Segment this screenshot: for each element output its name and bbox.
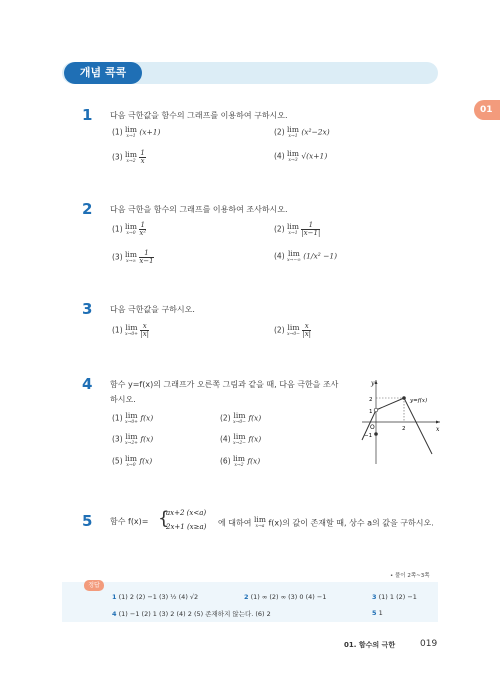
y-axis-arrow [375, 380, 378, 384]
lim-symbol: lim [125, 432, 138, 441]
item-label: (5) [112, 456, 123, 466]
item-label: (2) [220, 413, 231, 423]
lim-symbol: lim [233, 432, 246, 441]
lim-symbol: lim [125, 411, 138, 420]
section-tag: 개념 콕콕 [64, 62, 142, 84]
q5-brace: { [158, 508, 170, 529]
fraction-denominator: x² [139, 229, 147, 237]
q2-item-4 [274, 250, 337, 263]
question-number-1: 1 [82, 106, 93, 124]
lim-symbol: lim [125, 222, 137, 231]
expression: f(x) [247, 456, 261, 466]
lim-symbol: lim [287, 222, 299, 231]
question-number-4: 4 [82, 375, 93, 393]
question-1-text: 다음 극한값을 함수의 그래프를 이용하여 구하시오. [110, 111, 288, 120]
item-label: (4) [274, 251, 285, 261]
fraction-numerator: 1 [301, 222, 320, 230]
q4-item-4 [220, 433, 261, 446]
answer-4 [112, 609, 271, 618]
lim-symbol: lim [125, 250, 137, 259]
fraction-denominator: x [140, 157, 145, 165]
lim-symbol: lim [233, 454, 245, 463]
y-tick-neg1: −1 [364, 433, 373, 439]
lim-symbol: lim [287, 323, 300, 332]
answer-1 [112, 593, 198, 601]
q5-rest [218, 516, 434, 530]
open-point [374, 408, 378, 412]
answer-number: 1 [112, 593, 117, 601]
item-label: (1) [112, 325, 123, 335]
y-axis-label: y [371, 380, 375, 387]
q1-item-3 [112, 150, 146, 165]
question-number-5: 5 [82, 512, 93, 530]
q5-middle-text: 에 대하여 [218, 518, 252, 528]
q1-item-4 [274, 150, 327, 163]
expression: f(x) [248, 413, 262, 423]
item-label: (3) [112, 434, 123, 444]
lim-symbol: lim [287, 149, 299, 158]
chapter-side-tab: 01 [474, 100, 500, 120]
lim-symbol: lim [254, 515, 266, 524]
graph-right-branch [404, 398, 432, 454]
graph-middle-branch [376, 398, 404, 410]
item-label: (1) [112, 127, 123, 137]
solution-page-note: • 풀이 2쪽~3쪽 [390, 573, 430, 579]
lim-subscript: x→0+ [125, 419, 138, 425]
lim-subscript: x→3 [288, 157, 298, 163]
expression: f(x) [140, 413, 154, 423]
item-label: (3) [112, 152, 123, 162]
lim-subscript: x→−∞ [287, 257, 301, 263]
item-label: (4) [220, 434, 231, 444]
fraction-denominator: |x| [302, 330, 312, 338]
q4-item-5 [112, 455, 152, 468]
q4-item-6 [220, 455, 260, 468]
lim-symbol: lim [125, 323, 138, 332]
x-axis-label: x [436, 426, 440, 433]
item-label: (1) [112, 413, 123, 423]
answer-2 [244, 593, 326, 601]
lim-subscript: x→∞ [125, 258, 136, 264]
question-2-text: 다음 극한을 함수의 그래프를 이용하여 조사하시오. [110, 205, 288, 214]
item-label: (2) [274, 127, 285, 137]
expression: f(x) [248, 434, 262, 444]
item-label: (3) [112, 252, 123, 262]
answer-text: (1) −1 (2) 1 (3) 2 (4) 2 (5) 존재하지 않는다. (6) 2 [118, 610, 271, 618]
footer-chapter: 01. 함수의 극한 [344, 641, 396, 649]
answer-text: (1) ∞ (2) ∞ (3) 0 (4) −1 [250, 593, 327, 601]
expression: (1/x² −1) [303, 251, 338, 261]
lim-subscript: x→2− [233, 440, 246, 446]
x-axis-arrow [436, 421, 440, 424]
q4-item-1 [112, 412, 153, 425]
lim-subscript: x→0 [126, 230, 136, 236]
lim-subscript: x→1 [126, 133, 136, 139]
q1-item-1 [112, 126, 160, 139]
q5-prefix [110, 516, 149, 527]
answer-label: 정답 [84, 580, 104, 591]
answer-5 [372, 609, 383, 617]
answer-3 [372, 593, 417, 601]
expression: √(x+1) [301, 151, 328, 161]
lim-symbol: lim [287, 125, 299, 134]
question-4-text-line2: 하시오. [110, 395, 136, 404]
page-number: 019 [420, 639, 438, 649]
q3-item-2 [274, 323, 311, 338]
q2-item-2 [274, 222, 320, 237]
x-tick-2: 2 [402, 426, 406, 432]
origin-label: O [370, 424, 375, 431]
lim-subscript: x→0 [126, 462, 136, 468]
expression: (x²−2x) [301, 127, 330, 137]
lim-symbol: lim [125, 125, 137, 134]
lim-symbol: lim [125, 454, 137, 463]
fraction-numerator: 1 [139, 250, 153, 258]
lim-subscript: x→0− [287, 331, 300, 337]
answer-number: 4 [112, 610, 117, 618]
lim-subscript: x→2 [126, 158, 136, 164]
lim-subscript: x→2+ [125, 440, 138, 446]
expression: f(x) [139, 456, 153, 466]
fraction-denominator: |x−1| [301, 229, 321, 237]
question-3-text: 다음 극한값을 구하시오. [110, 305, 195, 314]
q3-item-1 [112, 323, 149, 338]
y-tick-2: 2 [369, 397, 373, 403]
answer-text: (1) 1 (2) −1 [378, 593, 417, 601]
closed-point-2 [402, 396, 406, 400]
answer-text: (1) 2 (2) −1 (3) ½ (4) √2 [118, 593, 199, 601]
lim-symbol: lim [125, 150, 137, 159]
item-label: (1) [112, 224, 123, 234]
q2-item-3 [112, 250, 154, 265]
q1-item-2 [274, 126, 330, 139]
fraction-denominator: x−1 [139, 257, 154, 265]
fraction-denominator: |x| [140, 330, 150, 338]
question-4-text-line1: 함수 y=f(x)의 그래프가 오른쪽 그림과 같을 때, 다음 극한을 조사 [110, 380, 339, 389]
q5-suffix-text: f(x)의 값이 존재할 때, 상수 a의 값을 구하시오. [268, 518, 434, 528]
answer-number: 5 [372, 609, 377, 617]
lim-subscript: x→1 [288, 133, 298, 139]
lim-subscript: x→2 [234, 462, 244, 468]
q5-prefix-text: 함수 f(x)= [110, 517, 149, 526]
y-tick-1: 1 [369, 409, 373, 415]
item-label: (2) [274, 224, 285, 234]
item-label: (4) [274, 151, 285, 161]
lim-subscript: x→1 [288, 230, 298, 236]
fraction-numerator: 1 [140, 149, 145, 157]
expression: f(x) [140, 434, 154, 444]
question-number-3: 3 [82, 300, 93, 318]
lim-symbol: lim [233, 411, 246, 420]
lim-subscript: x→a [255, 524, 265, 529]
q4-item-2 [220, 412, 261, 425]
fraction-numerator: 1 [140, 221, 145, 229]
lim-symbol: lim [287, 249, 300, 258]
lim-subscript: x→0+ [125, 331, 138, 337]
q4-item-3 [112, 433, 153, 446]
fraction-numerator: x [140, 323, 149, 331]
q5-case-1: ax+2 (x<a) [166, 509, 207, 517]
function-graph [358, 376, 442, 466]
item-label: (6) [220, 456, 231, 466]
question-number-2: 2 [82, 200, 93, 218]
lim-subscript: x→0− [233, 419, 246, 425]
item-label: (2) [274, 325, 285, 335]
answer-text: 1 [378, 609, 383, 617]
q2-item-1 [112, 222, 146, 237]
answer-number: 2 [244, 593, 249, 601]
fraction-numerator: x [302, 323, 311, 331]
curve-label: y=f(x) [410, 398, 428, 404]
answer-number: 3 [372, 593, 377, 601]
closed-point [374, 432, 378, 436]
expression: (x+1) [139, 127, 161, 137]
q5-case-2: 2x+1 (x≥a) [166, 523, 207, 531]
